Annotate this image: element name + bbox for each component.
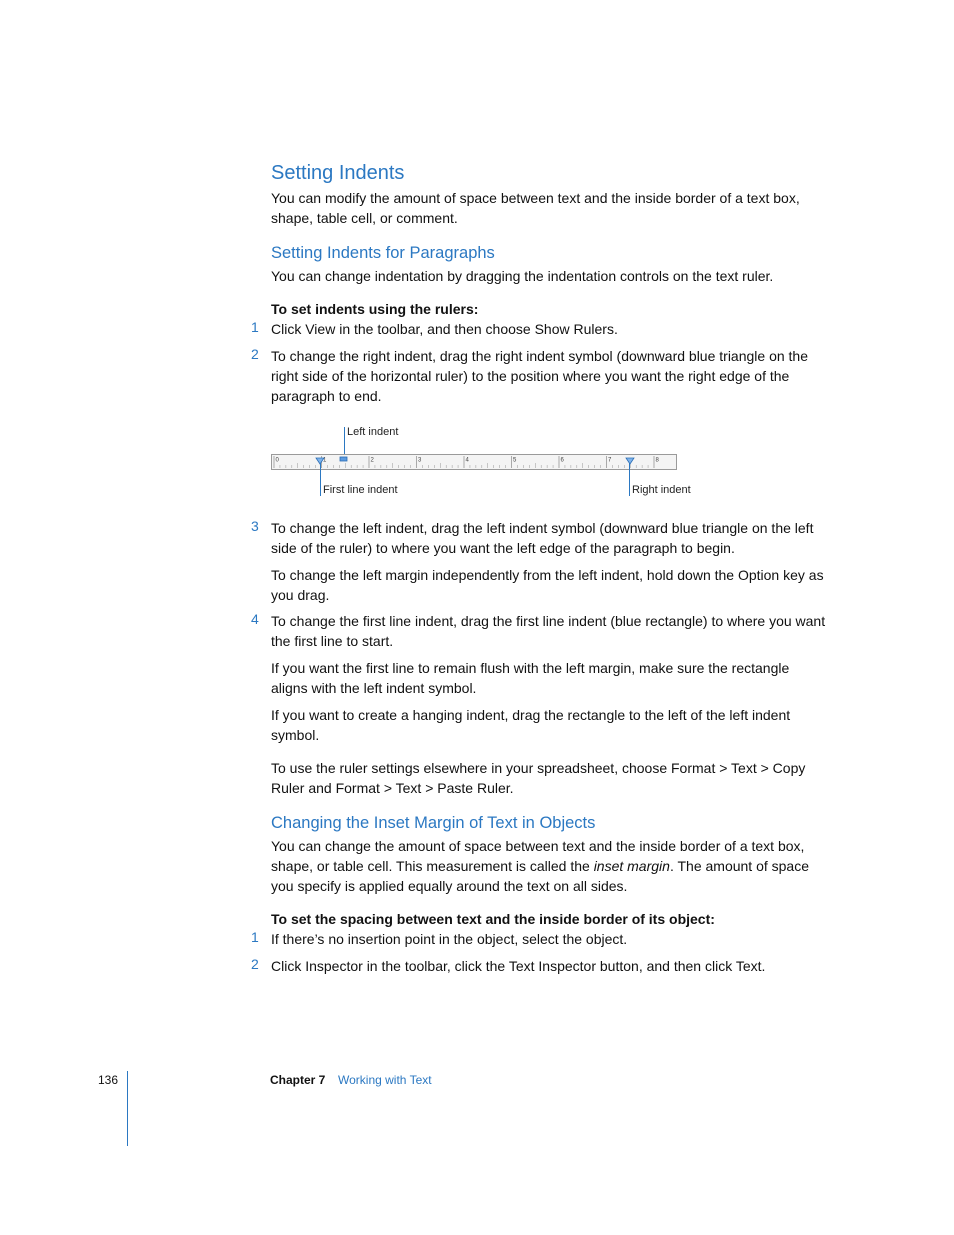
ruler-number: 1 bbox=[323, 457, 327, 464]
section-intro: You can modify the amount of space between text and the inside border of a text box, shape, table cell, or comment. bbox=[271, 190, 800, 226]
step-number: 3 bbox=[251, 518, 259, 534]
step-note: To change the left margin independently from the left indent, hold down the Option key as you drag. bbox=[271, 567, 824, 603]
step-text: Click View in the toolbar, and then choose Show Rulers. bbox=[271, 321, 618, 337]
ruler-number: 4 bbox=[465, 457, 469, 464]
closing-paragraph: To use the ruler settings elsewhere in your spreadsheet, choose Format > Text > Copy Ruler and Format > Text > Paste Ruler. bbox=[271, 760, 806, 796]
inset-intro-text: . The amount of space you specify is applied equally around the text on all sides. bbox=[271, 858, 810, 894]
right-indent-label: Right indent bbox=[632, 484, 691, 496]
inset-task-heading: To set the spacing between text and the inside border of its object: bbox=[271, 911, 715, 927]
step-number: 4 bbox=[251, 611, 259, 627]
first-line-indent-label: First line indent bbox=[323, 484, 398, 496]
inset-title: Changing the Inset Margin of Text in Objects bbox=[271, 814, 596, 832]
ruler-number: 3 bbox=[418, 457, 422, 464]
step-text: To change the first line indent, drag the first line indent (blue rectangle) to where you want the first line to start. bbox=[271, 613, 826, 649]
footer-chapter: Chapter 7 bbox=[270, 1073, 326, 1087]
step-text: To change the right indent, drag the right indent symbol (downward blue triangle on the right side of the horizontal ruler) to the position where you want the right edge of the paragraph to end. bbox=[271, 348, 809, 404]
page-number: 136 bbox=[98, 1073, 119, 1087]
paragraphs-intro: You can change indentation by dragging the indentation controls on the text ruler. bbox=[271, 268, 774, 284]
step-number: 2 bbox=[251, 956, 259, 972]
first-line-indent-rectangle[interactable] bbox=[340, 457, 347, 461]
ruler-number: 0 bbox=[275, 457, 279, 464]
ruler-number: 8 bbox=[655, 457, 659, 464]
ruler-body bbox=[272, 455, 677, 470]
ruler-number: 5 bbox=[513, 457, 517, 464]
step-number: 2 bbox=[251, 346, 259, 362]
inset-intro bbox=[271, 836, 827, 896]
footer-divider bbox=[127, 1071, 128, 1146]
ruler-number: 7 bbox=[608, 457, 612, 464]
step-text: If there’s no insertion point in the object, select the object. bbox=[271, 931, 628, 947]
text-ruler bbox=[271, 454, 677, 470]
step-note: If you want to create a hanging indent, drag the rectangle to the left of the left indent symbol. bbox=[271, 707, 791, 743]
ruler-number: 2 bbox=[370, 457, 374, 464]
step-text: Click Inspector in the toolbar, click the Text Inspector button, and then click Text. bbox=[271, 958, 766, 974]
step-number: 1 bbox=[251, 929, 259, 945]
right-indent-callout-line bbox=[629, 463, 630, 496]
ruler-number: 6 bbox=[560, 457, 564, 464]
step-number: 1 bbox=[251, 319, 259, 335]
inset-intro-text: You can change the amount of space between text and the inside border of a text box, shape, or table cell. This measurement is called the bbox=[271, 838, 805, 874]
step-note: If you want the first line to remain flush with the left margin, make sure the rectangle aligns with the left indent symbol. bbox=[271, 660, 790, 696]
paragraphs-title: Setting Indents for Paragraphs bbox=[271, 244, 495, 262]
inset-term: inset margin bbox=[593, 858, 670, 874]
step-text: To change the left indent, drag the left indent symbol (downward blue triangle on the left side of the ruler) to where you want the left edge of the paragraph to begin. bbox=[271, 520, 814, 556]
task-heading: To set indents using the rulers: bbox=[271, 301, 479, 317]
first-line-callout-line bbox=[320, 463, 321, 496]
section-title: Setting Indents bbox=[271, 162, 405, 184]
footer-chapter-title: Working with Text bbox=[338, 1073, 432, 1087]
left-indent-label: Left indent bbox=[347, 426, 399, 438]
